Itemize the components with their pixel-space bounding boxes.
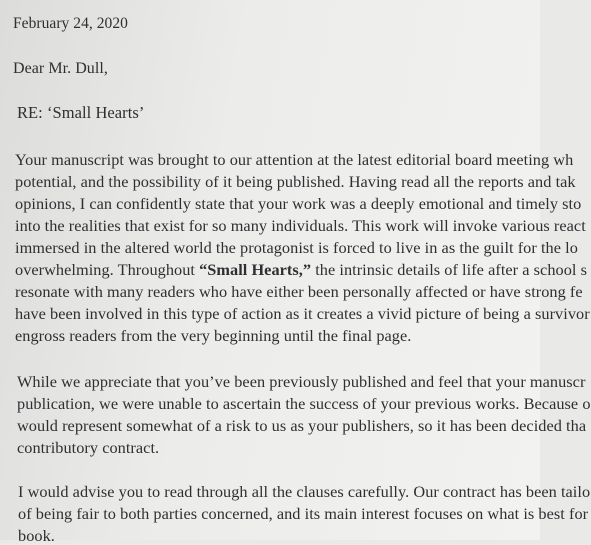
- paragraph-3-line-3: book.: [18, 526, 55, 545]
- paragraph-2-line-2: publication, we were unable to ascertain the success of your previous works. Because o: [17, 394, 591, 413]
- paragraph-3-line-1: I would advise you to read through all the clauses carefully. Our contract has been tailo: [18, 482, 591, 501]
- salutation: Dear Mr. Dull,: [13, 60, 108, 77]
- paragraph-1-line-2: potential, and the possibility of it being published. Having read all the reports and tak: [15, 172, 576, 191]
- paragraph-1-line-7: resonate with many readers who have either been personally affected or have strong fe: [15, 282, 583, 301]
- paragraph-1-line-1: Your manuscript was brought to our attention at the latest editorial board meeting wh: [15, 150, 574, 169]
- paragraph-2-line-4: contributory contract.: [17, 438, 160, 457]
- paragraph-1-line-5: immersed in the altered world the protagonist is forced to live in as the guilt for the lo: [15, 238, 578, 257]
- paragraph-1-line-3: opinions, I can confidently state that your work was a deeply emotional and timely sto: [15, 194, 582, 213]
- paragraph-1-line-6: [15, 262, 587, 278]
- paragraph-1-line-9: engross readers from the very beginning until the final page.: [15, 326, 412, 345]
- paragraph-1-line-8: have been involved in this type of action as it creates a vivid picture of being a survivor: [15, 304, 590, 323]
- paragraph-2-line-1: While we appreciate that you’ve been previously published and feel that your manuscr: [17, 372, 586, 391]
- line-6-start: overwhelming. Throughout: [15, 260, 200, 279]
- letter-date: February 24, 2020: [13, 15, 128, 32]
- paragraph-2-line-3: would represent somewhat of a risk to us as your publishers, so it has been decided tha: [17, 416, 587, 435]
- subject-line: RE: ‘Small Hearts’: [17, 103, 145, 122]
- book-title: “Small Hearts,”: [199, 260, 312, 279]
- paragraph-1-line-4: into the realities that exist for so many individuals. This work will invoke various react: [15, 216, 586, 235]
- line-6-end: the intrinsic details of life after a school s: [311, 260, 587, 279]
- paragraph-3-line-2: of being fair to both parties concerned, and its main interest focuses on what is best for: [18, 504, 589, 523]
